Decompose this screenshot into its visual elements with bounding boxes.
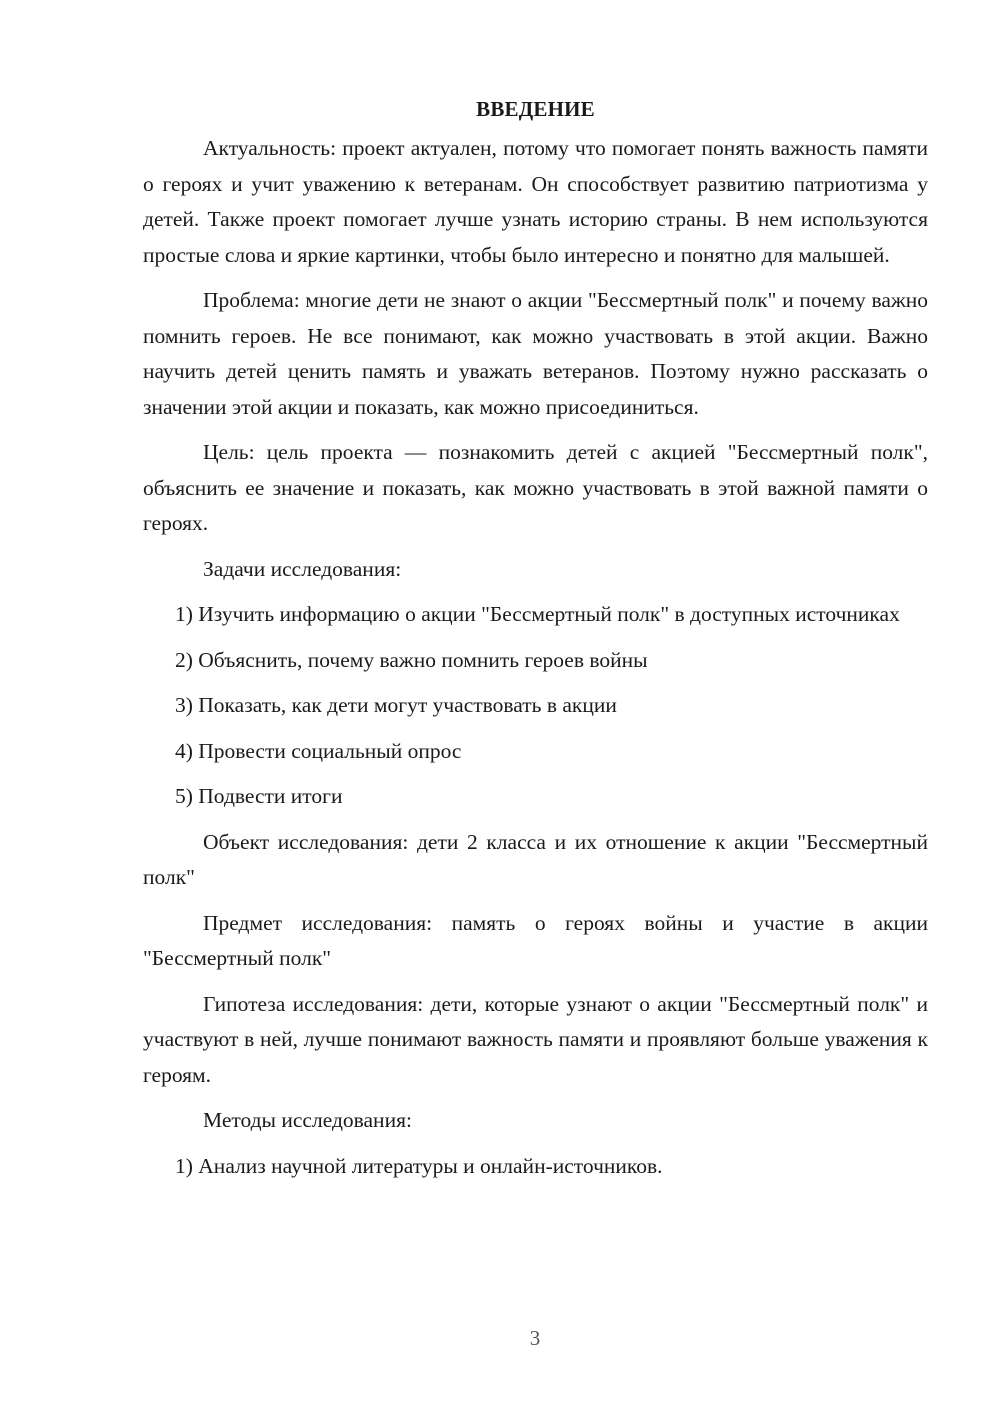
document-title: ВВЕДЕНИЕ — [476, 97, 595, 121]
list-item: 4) Провести социальный опрос — [175, 738, 462, 763]
subject-paragraph: Предмет исследования: память о героях войны и участие в акции "Бессмертный полк" — [143, 910, 928, 970]
page-number: 3 — [529, 1326, 541, 1350]
tasks-list — [143, 597, 928, 815]
methods-list — [143, 1149, 928, 1185]
tasks-heading: Задачи исследования: — [203, 556, 402, 581]
list-item: 2) Объяснить, почему важно помнить героев войны — [175, 647, 648, 672]
list-item: 1) Изучить информацию о акции "Бессмертный полк" в доступных источниках — [175, 602, 900, 626]
methods-heading: Методы исследования: — [203, 1108, 412, 1132]
object-paragraph: Объект исследования: дети 2 класса и их отношение к акции "Бессмертный полк" — [143, 829, 928, 889]
list-item: 3) Показать, как дети могут участвовать в акции — [175, 693, 617, 717]
list-item: 5) Подвести итоги — [175, 784, 343, 808]
problem-paragraph: Проблема: многие дети не знают о акции "Бессмертный полк" и почему важно помнить героев. Не все понимают, как можно участвовать в этой акции. Важно научить детей ценить память и уважать ветеранов. Поэтому нужно рассказать о значении этой акции и показать, как можно присоединиться. — [143, 288, 928, 419]
hypothesis-paragraph: Гипотеза исследования: дети, которые узнают о акции "Бессмертный полк" и участвуют в ней, лучше понимают важность памяти и проявляют больше уважения к героям. — [143, 991, 928, 1087]
list-item: 1) Анализ научной литературы и онлайн-источников. — [175, 1153, 663, 1178]
relevance-paragraph: Актуальность: проект актуален, потому что помогает понять важность памяти о героях и учит уважению к ветеранам. Он способствует развитию патриотизма у детей. Также проект помогает лучше узнать историю страны. В нем используются простые слова и яркие картинки, чтобы было интересно и понятно для малышей. — [143, 136, 928, 267]
document-page — [143, 92, 928, 1194]
goal-paragraph: Цель: цель проекта — познакомить детей с акцией "Бессмертный полк", объяснить ее значение и показать, как можно участвовать в этой важной памяти о героях. — [143, 440, 928, 535]
